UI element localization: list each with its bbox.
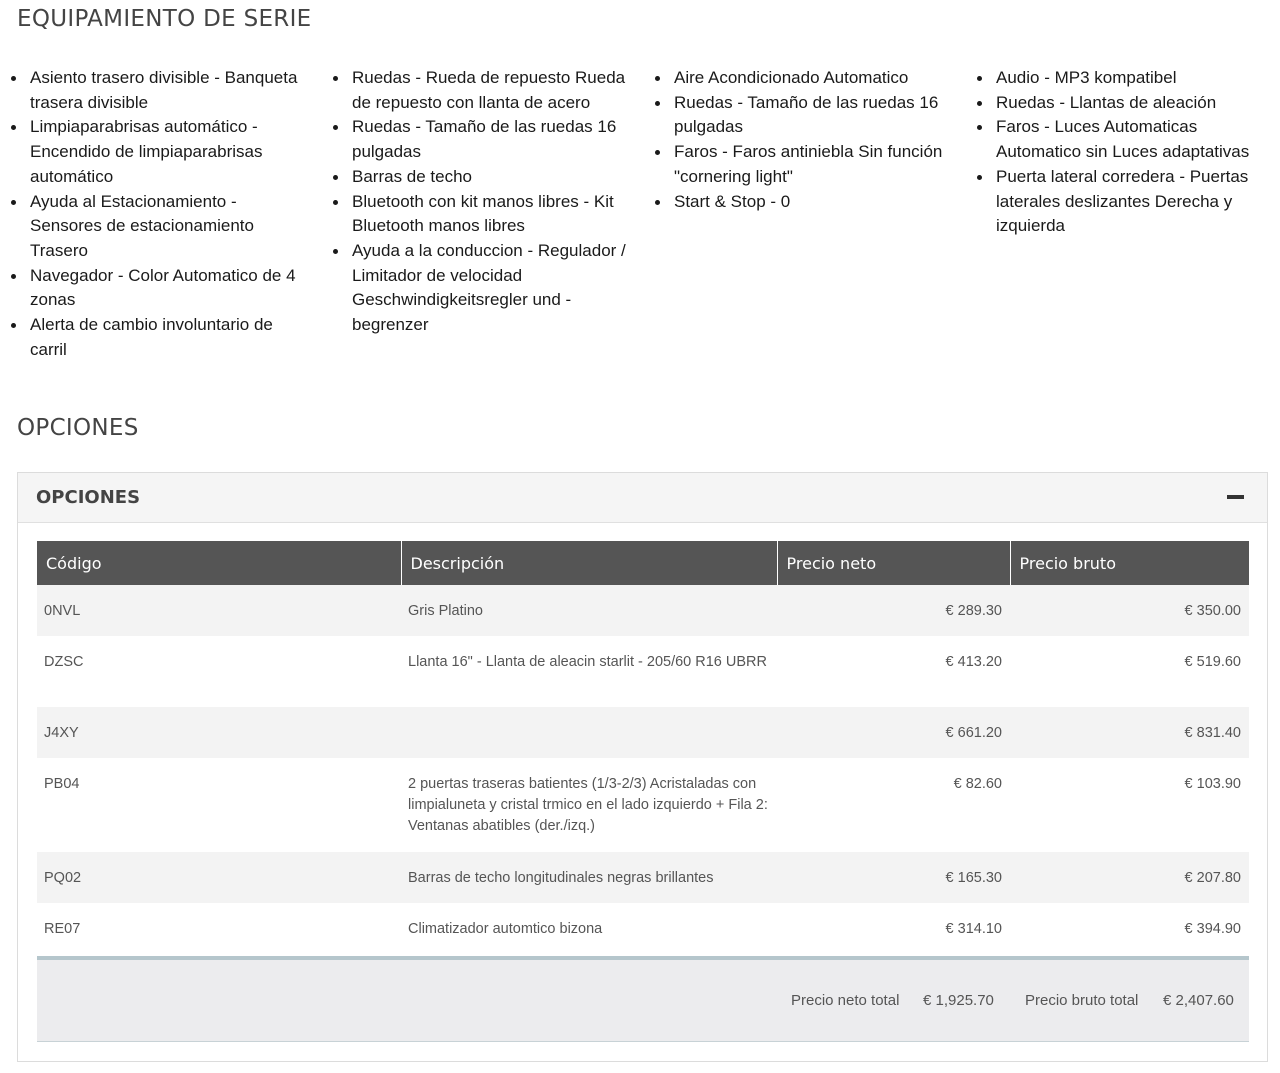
cell-codigo: RE07 (44, 921, 81, 937)
totals-bar (37, 956, 1249, 1042)
table-row (37, 585, 1249, 636)
equipamiento-item: Ruedas - Tamaño de las ruedas 16 pulgadas (330, 115, 630, 164)
cell-descripcion: 2 puertas traseras batientes (1/3-2/3) Acristaladas con limpialuneta y cristal trmico en el lado izquierdo + Fila 2: Ventanas abatibles (der./izq.) (408, 776, 768, 834)
equipamiento-item: Ayuda al Estacionamiento - Sensores de estacionamiento Trasero (8, 190, 308, 264)
equipamiento-item: Asiento trasero divisible - Banqueta trasera divisible (8, 66, 308, 115)
equipamiento-item: Start & Stop - 0 (652, 190, 952, 215)
cell-precio-bruto: € 519.60 (1184, 654, 1241, 670)
opciones-panel-title: OPCIONES (36, 487, 141, 508)
equipamiento-item: Ruedas - Llantas de aleación (974, 91, 1274, 116)
cell-precio-neto: € 82.60 (953, 776, 1002, 792)
total-neto-label: Precio neto total (791, 992, 900, 1009)
cell-descripcion: Gris Platino (401, 585, 777, 636)
cell-descripcion: Barras de techo longitudinales negras brillantes (401, 852, 777, 903)
equipamiento-item: Puerta lateral corredera - Puertas laterales deslizantes Derecha y izquierda (974, 165, 1274, 239)
cell-precio-neto: € 289.30 (777, 585, 1010, 636)
equipamiento-item: Barras de techo (330, 165, 630, 190)
opciones-table (37, 541, 1249, 954)
equipamiento-item: Alerta de cambio involuntario de carril (8, 313, 308, 362)
cell-codigo: DZSC (44, 654, 84, 670)
cell-precio-neto: € 413.20 (945, 654, 1002, 670)
equipamiento-column-4 (974, 66, 1274, 239)
header-precio-neto[interactable]: Precio neto (777, 541, 1010, 585)
cell-descripcion: Climatizador automtico bizona (408, 921, 603, 937)
cell-precio-neto: € 165.30 (777, 852, 1010, 903)
equipamiento-item: Bluetooth con kit manos libres - Kit Bluetooth manos libres (330, 190, 630, 239)
cell-descripcion (401, 707, 777, 758)
equipamiento-item: Limpiaparabrisas automático - Encendido de limpiaparabrisas automático (8, 115, 308, 189)
opciones-panel (17, 472, 1268, 1062)
cell-precio-bruto: € 831.40 (1010, 707, 1249, 758)
equipamiento-item: Audio - MP3 kompatibel (974, 66, 1274, 91)
header-codigo[interactable]: Código (37, 541, 401, 585)
cell-codigo: J4XY (37, 707, 401, 758)
equipamiento-item: Ruedas - Tamaño de las ruedas 16 pulgadas (652, 91, 952, 140)
equipamiento-item: Faros - Faros antiniebla Sin función "cornering light" (652, 140, 952, 189)
equipamiento-column-1 (8, 66, 308, 362)
equipamiento-title: EQUIPAMIENTO DE SERIE (17, 6, 312, 32)
total-bruto-value: € 2,407.60 (1163, 992, 1234, 1009)
equipamiento-list (8, 66, 1272, 366)
cell-precio-neto: € 314.10 (945, 921, 1002, 937)
collapse-button[interactable] (1227, 489, 1245, 507)
equipamiento-item: Ayuda a la conduccion - Regulador / Limitador de velocidad Geschwindigkeitsregler und -begrenzer (330, 239, 630, 338)
table-header-row (37, 541, 1249, 585)
table-row (37, 636, 1249, 707)
equipamiento-item: Aire Acondicionado Automatico (652, 66, 952, 91)
total-neto-value: € 1,925.70 (923, 992, 994, 1009)
cell-codigo: PB04 (44, 776, 80, 792)
table-row (37, 758, 1249, 852)
equipamiento-item: Faros - Luces Automaticas Automatico sin Luces adaptativas (974, 115, 1274, 164)
equipamiento-item: Navegador - Color Automatico de 4 zonas (8, 264, 308, 313)
table-row (37, 852, 1249, 903)
table-row (37, 707, 1249, 758)
cell-precio-bruto: € 103.90 (1184, 776, 1241, 792)
cell-precio-bruto: € 207.80 (1010, 852, 1249, 903)
header-precio-bruto[interactable]: Precio bruto (1010, 541, 1249, 585)
cell-precio-bruto: € 350.00 (1010, 585, 1249, 636)
cell-descripcion: Llanta 16" - Llanta de aleacin starlit - 205/60 R16 UBRR (408, 654, 767, 670)
cell-codigo: PQ02 (37, 852, 401, 903)
equipamiento-column-3 (652, 66, 952, 214)
opciones-title: OPCIONES (17, 415, 139, 441)
total-bruto-label: Precio bruto total (1025, 992, 1139, 1009)
header-descripcion[interactable]: Descripción (401, 541, 777, 585)
minus-icon (1227, 495, 1244, 499)
equipamiento-column-2 (330, 66, 630, 338)
table-row (37, 903, 1249, 954)
opciones-panel-header[interactable] (18, 473, 1267, 523)
cell-precio-neto: € 661.20 (777, 707, 1010, 758)
equipamiento-item: Ruedas - Rueda de repuesto Rueda de repuesto con llanta de acero (330, 66, 630, 115)
cell-codigo: 0NVL (37, 585, 401, 636)
cell-precio-bruto: € 394.90 (1184, 921, 1241, 937)
